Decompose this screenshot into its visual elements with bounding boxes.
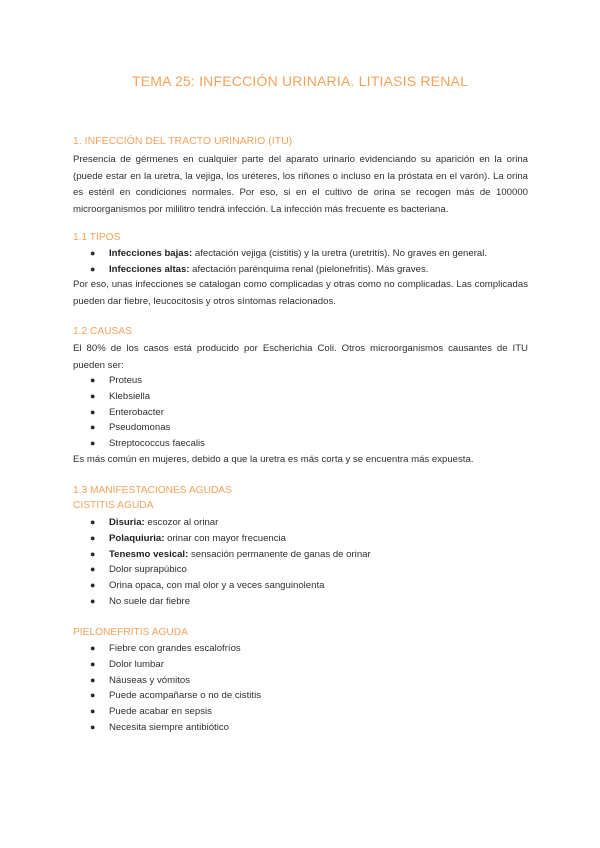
- list-item: ● Enterobacter: [73, 405, 205, 421]
- list-item: ● Klebsiella: [73, 389, 205, 405]
- bullet-icon: ●: [90, 532, 96, 543]
- bullet-icon: ●: [90, 438, 96, 449]
- bullet-icon: ●: [90, 658, 96, 669]
- cistitis-list: [73, 515, 371, 610]
- section-heading-manifestaciones: 1.3 MANIFESTACIONES AGUDAS: [73, 485, 232, 496]
- list-item: ● Disuria: escozor al orinar: [73, 515, 371, 531]
- tipos-list: [73, 246, 487, 278]
- section-heading-causas: 1.2 CAUSAS: [73, 326, 132, 337]
- list-item: ● Puede acompañarse o no de cistitis: [73, 688, 261, 704]
- list-item: ● Fiebre con grandes escalofríos: [73, 641, 261, 657]
- bullet-icon: ●: [90, 706, 96, 717]
- list-item: ● Polaquiuria: orinar con mayor frecuencia: [73, 531, 371, 547]
- list-item: ● Necesita siempre antibiótico: [73, 720, 261, 736]
- list-item: ● Infecciones altas: afectación parénquima renal (pielonefritis). Más graves.: [73, 262, 487, 278]
- page-title: TEMA 25: INFECCIÓN URINARIA. LITIASIS RENAL: [131, 73, 469, 89]
- bullet-icon: ●: [90, 674, 96, 685]
- bullet-icon: ●: [90, 595, 96, 606]
- itu-definition-paragraph: Presencia de gérmenes en cualquier parte del aparato urinario evidenciando su aparición en la orina (puede estar en la uretra, la vejiga, los uréteres, los riñones o incluso en la próstata en el varón). La orina es estéril en condiciones normales. Por eso, si en el cultivo de orina se recogen más de 100000 microorganismos por mililitro tendrá infección. La infección más frecuente es bacteriana.: [73, 154, 528, 215]
- list-item: ● Dolor lumbar: [73, 657, 261, 673]
- bullet-icon: ●: [90, 721, 96, 732]
- bullet-icon: ●: [90, 406, 96, 417]
- list-item: ● Infecciones bajas: afectación vejiga (cistitis) y la uretra (uretritis). No graves en general.: [73, 246, 487, 262]
- causas-after-paragraph: Es más común en mujeres, debido a que la uretra es más corta y se encuentra más expuesta.: [73, 454, 474, 465]
- bullet-icon: ●: [90, 548, 96, 559]
- section-heading-itu: 1. INFECCIÓN DEL TRACTO URINARIO (ITU): [73, 135, 293, 147]
- bullet-icon: ●: [90, 263, 96, 274]
- list-item: ● Orina opaca, con mal olor y a veces sanguinolenta: [73, 578, 371, 594]
- bullet-icon: ●: [90, 248, 96, 258]
- section-heading-tipos: 1.1 TIPOS: [73, 232, 121, 243]
- list-item: ● Proteus: [73, 373, 205, 389]
- list-item: ● Puede acabar en sepsis: [73, 704, 261, 720]
- list-item: ● Dolor suprapúbico: [73, 562, 371, 578]
- bullet-icon: ●: [90, 690, 96, 701]
- bullet-icon: ●: [90, 643, 96, 653]
- tipos-paragraph: Por eso, unas infecciones se catalogan como complicadas y otras como no complicadas. Las complicadas pueden dar fiebre, leucocitosis y otros síntomas relacionados.: [73, 279, 528, 307]
- bullet-icon: ●: [90, 422, 96, 433]
- list-item: ● Náuseas y vómitos: [73, 673, 261, 689]
- subheading-cistitis: CISTITIS AGUDA: [73, 500, 154, 511]
- pielonefritis-list: [73, 641, 261, 736]
- bullet-icon: ●: [90, 390, 96, 401]
- bullet-icon: ●: [90, 564, 96, 575]
- microorganisms-list: [73, 373, 205, 452]
- list-item: ● Streptococcus faecalis: [73, 436, 205, 452]
- subheading-pielonefritis: PIELONEFRITIS AGUDA: [73, 627, 188, 638]
- list-item: ● Pseudomonas: [73, 420, 205, 436]
- list-item: ● No suele dar fiebre: [73, 594, 371, 610]
- list-item: ● Tenesmo vesical: sensación permanente de ganas de orinar: [73, 547, 371, 563]
- causas-paragraph: El 80% de los casos está producido por Escherichia Coli. Otros microorganismos causantes de ITU pueden ser:: [73, 343, 528, 371]
- bullet-icon: ●: [90, 517, 96, 527]
- bullet-icon: ●: [90, 580, 96, 591]
- bullet-icon: ●: [90, 375, 96, 385]
